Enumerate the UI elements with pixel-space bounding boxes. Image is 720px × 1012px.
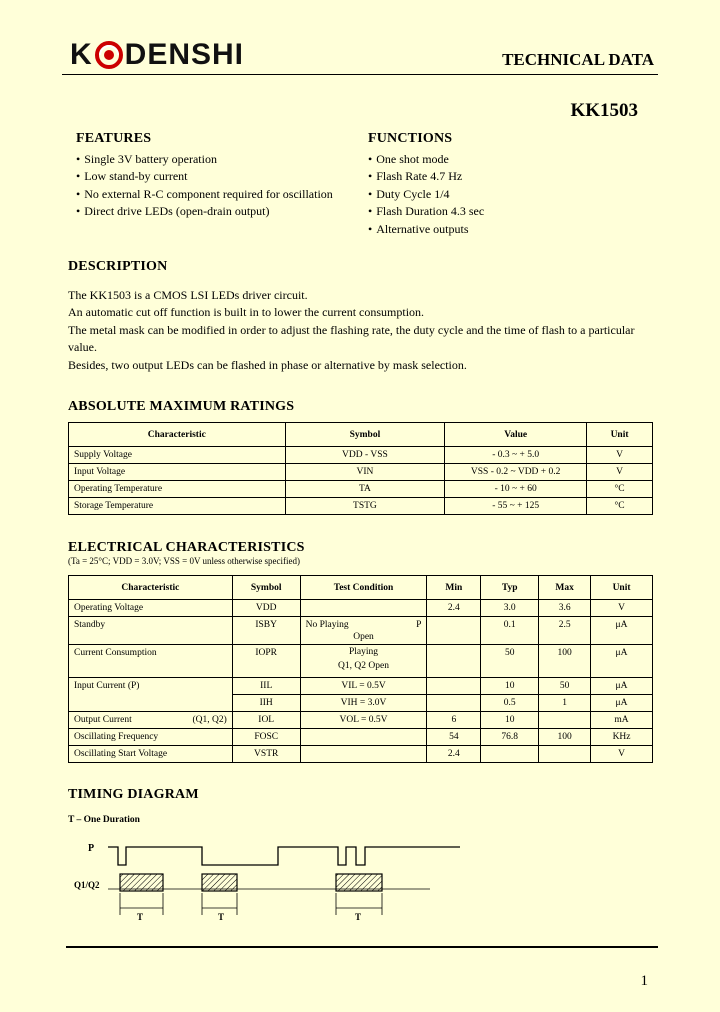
cell-value: VSS - 0.2 ~ VDD + 0.2 (445, 464, 587, 481)
function-item: • Flash Duration 4.3 sec (368, 203, 484, 220)
cell-condition: VIH = 3.0V (300, 695, 427, 712)
cell-condition: VOL = 0.5V (300, 712, 427, 729)
electrical-table (68, 575, 653, 763)
description-title: DESCRIPTION (68, 259, 168, 274)
column-header: Max (539, 576, 591, 600)
description-paragraph: Besides, two output LEDs can be flashed in phase or alternative by mask selection. (68, 357, 467, 372)
cell-characteristic: Input Current (P) (69, 678, 233, 712)
cell-max: 100 (539, 729, 591, 746)
cell-unit: KHz (591, 729, 653, 746)
cell-unit: μA (591, 645, 653, 678)
condition-text: Playing (349, 647, 379, 657)
cell-max: 100 (539, 645, 591, 678)
cell-typ: 76.8 (481, 729, 539, 746)
cell-symbol: VSTR (232, 746, 300, 763)
cell-unit: °C (587, 498, 653, 515)
function-item: • One shot mode (368, 151, 484, 168)
cell-symbol: VDD - VSS (285, 447, 445, 464)
period-label: T (218, 912, 225, 922)
cell-characteristic: Oscillating Frequency (69, 729, 233, 746)
table-row (69, 729, 653, 746)
signal-p-waveform (108, 847, 460, 865)
cell-unit: V (587, 464, 653, 481)
cell-characteristic (69, 712, 233, 729)
cell-characteristic: Supply Voltage (69, 447, 286, 464)
feature-item: • Direct drive LEDs (open-drain output) (76, 203, 333, 220)
cell-symbol: IOL (232, 712, 300, 729)
column-header: Unit (587, 423, 653, 447)
functions-title: FUNCTIONS (368, 131, 453, 146)
logo-swirl-icon (94, 40, 124, 70)
condition-text: Open (353, 632, 374, 642)
cell-characteristic: Operating Temperature (69, 481, 286, 498)
cell-value: - 55 ~ + 125 (445, 498, 587, 515)
cell-symbol: TA (285, 481, 445, 498)
cell-typ: 3.0 (481, 600, 539, 617)
cell-unit: V (591, 746, 653, 763)
cell-symbol: IIH (232, 695, 300, 712)
period-markers (120, 893, 382, 915)
cell-unit: μA (591, 678, 653, 695)
table-row (69, 464, 653, 481)
function-item: • Flash Rate 4.7 Hz (368, 168, 484, 185)
description-paragraph: The metal mask can be modified in order to adjust the flashing rate, the duty cycle and the time of flash to a particular value. (68, 322, 635, 355)
table-row (69, 617, 653, 645)
column-header: Min (427, 576, 481, 600)
header-divider (62, 74, 658, 75)
cell-typ: 50 (481, 645, 539, 678)
cell-unit: μA (591, 617, 653, 645)
cell-symbol: TSTG (285, 498, 445, 515)
features-title: FEATURES (76, 131, 152, 146)
condition-text: Q1, Q2 Open (338, 661, 389, 671)
table-row (69, 645, 653, 678)
company-logo: K DENSHI (70, 38, 245, 71)
abs-max-title: ABSOLUTE MAXIMUM RATINGS (68, 399, 295, 414)
cell-condition (300, 600, 427, 617)
cell-min: 2.4 (427, 746, 481, 763)
feature-item: • Low stand-by current (76, 168, 333, 185)
cell-symbol: VDD (232, 600, 300, 617)
cell-unit: V (591, 600, 653, 617)
cell-min: 6 (427, 712, 481, 729)
function-item: • Duty Cycle 1/4 (368, 186, 484, 203)
q-pulse (336, 874, 382, 891)
timing-diagram (60, 835, 480, 935)
cell-value: - 10 ~ + 60 (445, 481, 587, 498)
electrical-title: ELECTRICAL CHARACTERISTICS (68, 540, 305, 555)
cell-characteristic: Oscillating Start Voltage (69, 746, 233, 763)
cell-symbol: ISBY (232, 617, 300, 645)
cell-unit: V (587, 447, 653, 464)
part-number: KK1503 (570, 100, 638, 121)
cell-symbol: FOSC (232, 729, 300, 746)
table-row (69, 678, 653, 695)
table-row (69, 498, 653, 515)
table-row (69, 481, 653, 498)
period-label: T (137, 912, 144, 922)
footer-divider (66, 946, 658, 948)
cell-typ (481, 746, 539, 763)
cell-max: 2.5 (539, 617, 591, 645)
cell-symbol: IIL (232, 678, 300, 695)
page-number: 1 (640, 973, 648, 989)
cell-symbol: IOPR (232, 645, 300, 678)
column-header: Symbol (285, 423, 445, 447)
cell-typ: 10 (481, 712, 539, 729)
characteristic-text: Output Current (74, 715, 132, 725)
cell-max: 50 (539, 678, 591, 695)
column-header: Unit (591, 576, 653, 600)
description-paragraph: The KK1503 is a CMOS LSI LEDs driver circuit. (68, 288, 308, 302)
column-header: Characteristic (69, 423, 286, 447)
cell-value: - 0.3 ~ + 5.0 (445, 447, 587, 464)
cell-characteristic: Storage Temperature (69, 498, 286, 515)
cell-characteristic: Operating Voltage (69, 600, 233, 617)
cell-characteristic: Current Consumption (69, 645, 233, 678)
description-text (68, 287, 658, 374)
q-pulse (120, 874, 163, 891)
cell-typ: 0.1 (481, 617, 539, 645)
column-header: Typ (481, 576, 539, 600)
cell-typ: 10 (481, 678, 539, 695)
condition-text: No Playing (305, 620, 349, 630)
feature-item: • Single 3V battery operation (76, 151, 333, 168)
cell-condition: VIL = 0.5V (300, 678, 427, 695)
cell-condition (300, 645, 427, 678)
electrical-conditions: (Ta = 25°C; VDD = 3.0V; VSS = 0V unless otherwise specified) (68, 556, 301, 566)
abs-max-table (68, 422, 653, 515)
table-row (69, 447, 653, 464)
cell-condition (300, 729, 427, 746)
period-label: T (355, 912, 362, 922)
timing-subtitle: T – One Duration (68, 815, 140, 825)
cell-unit: °C (587, 481, 653, 498)
feature-item: • No external R-C component required for oscillation (76, 186, 333, 203)
q-pulse (202, 874, 237, 891)
signal-q-label: Q1/Q2 (74, 880, 100, 890)
table-header-row (69, 423, 653, 447)
description-paragraph: An automatic cut off function is built in to lower the current consumption. (68, 305, 425, 320)
cell-characteristic: Input Voltage (69, 464, 286, 481)
table-row (69, 746, 653, 763)
cell-max: 1 (539, 695, 591, 712)
table-header-row (69, 576, 653, 600)
characteristic-pins: (Q1, Q2) (192, 715, 227, 725)
timing-title: TIMING DIAGRAM (68, 787, 199, 802)
signal-p-label: P (88, 843, 95, 854)
cell-min (427, 678, 481, 695)
cell-characteristic: Standby (69, 617, 233, 645)
column-header: Symbol (232, 576, 300, 600)
cell-min: 54 (427, 729, 481, 746)
function-item: • Alternative outputs (368, 221, 484, 238)
column-header: Value (445, 423, 587, 447)
cell-typ: 0.5 (481, 695, 539, 712)
cell-min: 2.4 (427, 600, 481, 617)
cell-min (427, 617, 481, 645)
cell-min (427, 695, 481, 712)
column-header: Characteristic (69, 576, 233, 600)
cell-max (539, 712, 591, 729)
features-list (76, 151, 333, 221)
functions-list (368, 151, 484, 238)
cell-symbol: VIN (285, 464, 445, 481)
cell-max (539, 746, 591, 763)
cell-condition (300, 746, 427, 763)
table-row (69, 712, 653, 729)
document-type: TECHNICAL DATA (502, 50, 654, 69)
cell-condition (300, 617, 427, 645)
cell-min (427, 645, 481, 678)
column-header: Test Condition (300, 576, 427, 600)
cell-unit: mA (591, 712, 653, 729)
cell-max: 3.6 (539, 600, 591, 617)
table-row (69, 600, 653, 617)
condition-pin: P (416, 620, 422, 630)
cell-unit: μA (591, 695, 653, 712)
